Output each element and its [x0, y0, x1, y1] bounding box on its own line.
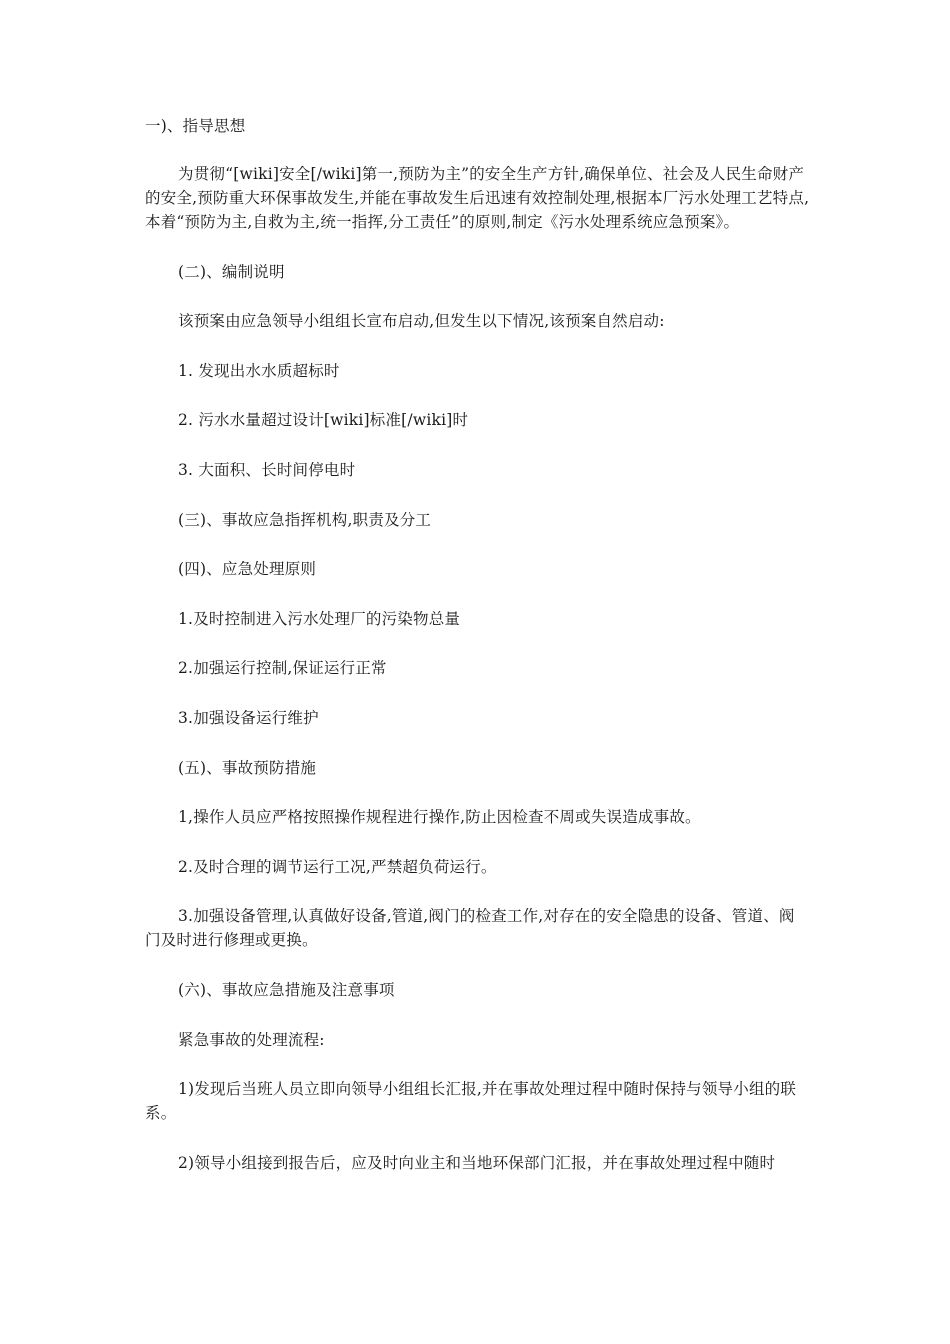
list-item-report-to-authorities: 2)领导小组接到报告后，应及时向业主和当地环保部门汇报，并在事故处理过程中随时: [178, 1153, 776, 1172]
list-item-equipment-maintenance: 3.加强设备运行维护: [178, 708, 319, 727]
list-item-water-quality: 1. 发现出水水质超标时: [178, 361, 340, 380]
document-body: [145, 114, 810, 1200]
section-heading-compilation-notes: (二)、编制说明: [178, 262, 285, 281]
list-item-operating-procedures: 1,操作人员应严格按照操作规程进行操作,防止因检查不周或失误造成事故。: [178, 808, 701, 827]
paragraph-activation: 该预案由应急领导小组组长宣布启动,但发生以下情况,该预案自然启动:: [178, 312, 665, 331]
list-item-pollutant-control: 1.及时控制进入污水处理厂的污染物总量: [178, 609, 461, 628]
paragraph-process-intro: 紧急事故的处理流程:: [178, 1030, 325, 1049]
list-item-water-volume: 2. 污水水量超过设计[wiki]标准[/wiki]时: [178, 411, 469, 430]
list-item-report-to-leader: 1)发现后当班人员立即向领导小组组长汇报,并在事故处理过程中随时保持与领导小组的联系。: [145, 1080, 797, 1123]
list-item-equipment-management: 3.加强设备管理,认真做好设备,管道,阀门的检查工作,对存在的安全隐患的设备、管道、阀门及时进行修理或更换。: [145, 907, 795, 950]
list-item-power-outage: 3. 大面积、长时间停电时: [178, 460, 356, 479]
section-heading-prevention: (五)、事故预防措施: [178, 758, 317, 777]
section-heading-guiding-ideology: 一)、指导思想: [145, 117, 246, 135]
paragraph-purpose: 为贯彻“[wiki]安全[/wiki]第一,预防为主”的安全生产方针,确保单位、社会及人民生命财产的安全,预防重大环保事故发生,并能在事故发生后迅速有效控制处理,根据本厂污水处理工艺特点,本着“预防为主,自救为主,统一指挥,分工责任”的原则,制定《污水处理系统应急预案》。: [145, 165, 810, 231]
section-heading-principles: (四)、应急处理原则: [178, 560, 317, 579]
list-item-operation-control: 2.加强运行控制,保证运行正常: [178, 659, 387, 678]
section-heading-command-structure: (三)、事故应急指挥机构,职责及分工: [178, 510, 432, 529]
section-heading-emergency-measures: (六)、事故应急措施及注意事项: [178, 980, 395, 999]
list-item-load-adjustment: 2.及时合理的调节运行工况,严禁超负荷运行。: [178, 857, 497, 876]
